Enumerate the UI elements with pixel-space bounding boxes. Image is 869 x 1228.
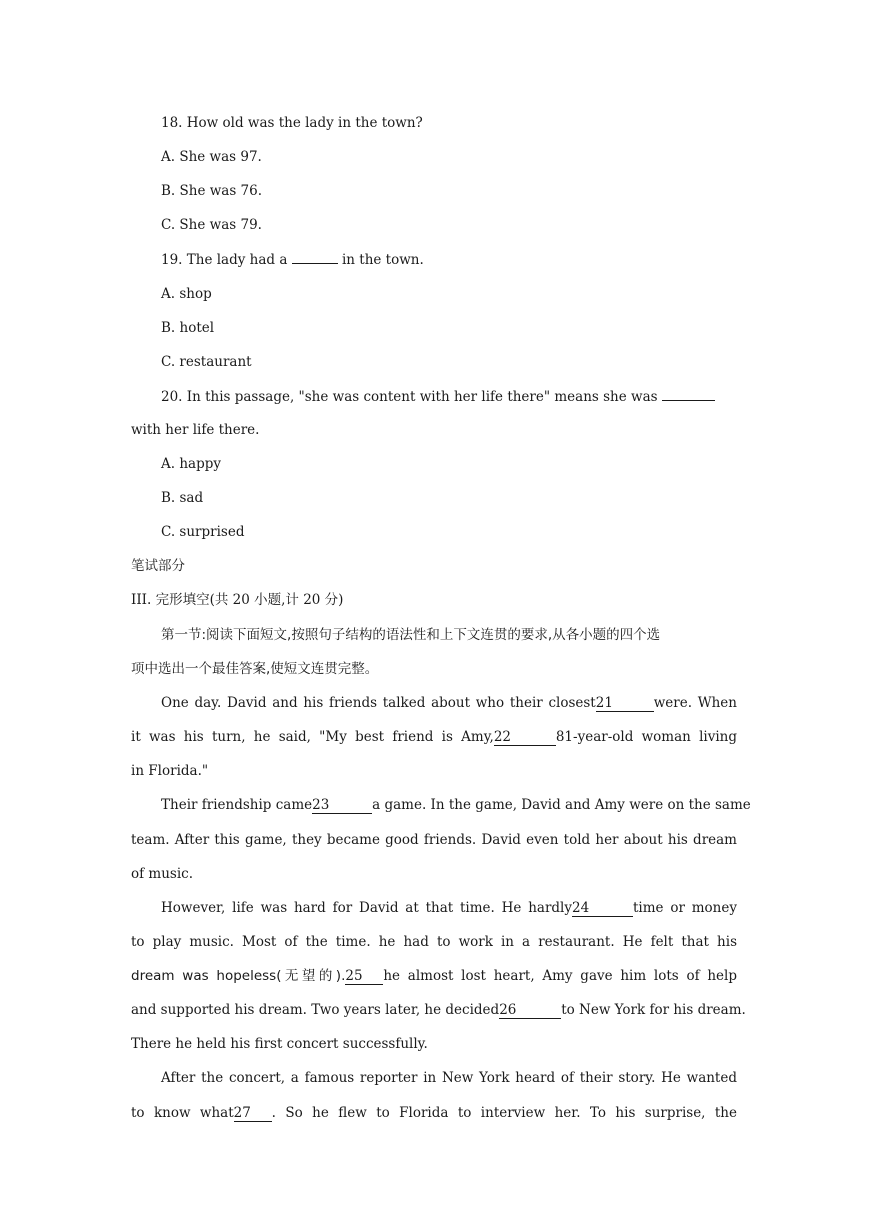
instruction-line-1: 第一节:阅读下面短文,按照句子结构的语法性和上下文连贯的要求,从各小题的四个选: [161, 627, 661, 643]
passage-text: to know what: [131, 1105, 234, 1121]
question-20-stem-line-1: [161, 387, 715, 406]
blank-21: 21: [596, 696, 654, 712]
blank-24: 24: [572, 901, 633, 917]
passage-text: were. When: [653, 695, 737, 711]
passage-paragraph-3-line-3: [131, 967, 737, 985]
passage-text: and supported his dream. Two years later, he decided: [131, 1002, 500, 1018]
passage-paragraph-2-line-3: of music.: [131, 866, 194, 882]
passage-text: time or money: [633, 900, 737, 916]
passage-text: a game. In the game, David and Amy were on the same: [372, 797, 751, 813]
passage-text: it was his turn, he said, "My best friend is Amy,: [131, 729, 494, 745]
instruction-line-2: 项中选出一个最佳答案,使短文连贯完整。: [131, 661, 379, 677]
passage-paragraph-4-line-1: After the concert, a famous reporter in New York heard of their story. He wanted: [161, 1070, 737, 1086]
question-18-option-c: C. She was 79.: [161, 217, 262, 233]
written-part-heading: 笔试部分: [131, 558, 185, 574]
section-heading: III. 完形填空(共 20 小题,计 20 分): [131, 592, 344, 608]
question-20-option-c: C. surprised: [161, 524, 245, 540]
answer-blank: [292, 250, 338, 264]
passage-paragraph-1-line-3: in Florida.": [131, 763, 209, 779]
blank-27: 27: [234, 1106, 272, 1122]
question-18-stem: 18. How old was the lady in the town?: [161, 115, 423, 131]
passage-text: dream was hopeless(无望的).: [131, 968, 346, 984]
passage-text: 81-year-old woman living: [555, 729, 737, 745]
passage-text: . So he flew to Florida to interview her. To his surprise, the: [271, 1105, 737, 1121]
passage-paragraph-2-line-1: [161, 796, 751, 814]
question-19-stem-pre: 19. The lady had a: [161, 252, 292, 268]
blank-22: 22: [494, 730, 556, 746]
passage-paragraph-4-line-2: [131, 1104, 737, 1122]
passage-text: to New York for his dream.: [561, 1002, 746, 1018]
passage-paragraph-2-line-2: team. After this game, they became good friends. David even told her about his dream: [131, 832, 737, 848]
passage-paragraph-3-line-1: [161, 899, 737, 917]
passage-text: he almost lost heart, Amy gave him lots of help: [383, 968, 737, 984]
passage-paragraph-3-line-4: [131, 1001, 746, 1019]
blank-23: 23: [312, 798, 372, 814]
question-18-option-a: A. She was 97.: [161, 149, 262, 165]
question-19-option-c: C. restaurant: [161, 354, 252, 370]
blank-25: 25: [345, 969, 383, 985]
question-19-option-b: B. hotel: [161, 320, 215, 336]
passage-paragraph-3-line-5: There he held his first concert successfully.: [131, 1036, 428, 1052]
passage-paragraph-3-line-2: to play music. Most of the time. he had to work in a restaurant. He felt that his: [131, 934, 737, 950]
passage-text: Their friendship came: [161, 797, 313, 813]
question-20-option-b: B. sad: [161, 490, 204, 506]
answer-blank: [662, 387, 715, 401]
passage-paragraph-1-line-2: [131, 728, 737, 746]
passage-paragraph-1-line-1: [161, 694, 737, 712]
question-20-option-a: A. happy: [161, 456, 221, 472]
question-19-stem: [161, 250, 424, 269]
passage-text: However, life was hard for David at that time. He hardly: [161, 900, 572, 916]
passage-text: One day. David and his friends talked about who their closest: [161, 695, 596, 711]
question-20-stem-text: 20. In this passage, "she was content with her life there" means she was: [161, 389, 662, 405]
blank-26: 26: [499, 1003, 561, 1019]
question-18-option-b: B. She was 76.: [161, 183, 263, 199]
question-19-option-a: A. shop: [161, 286, 212, 302]
question-20-stem-line-2: with her life there.: [131, 422, 260, 438]
question-19-stem-post: in the town.: [337, 252, 424, 268]
